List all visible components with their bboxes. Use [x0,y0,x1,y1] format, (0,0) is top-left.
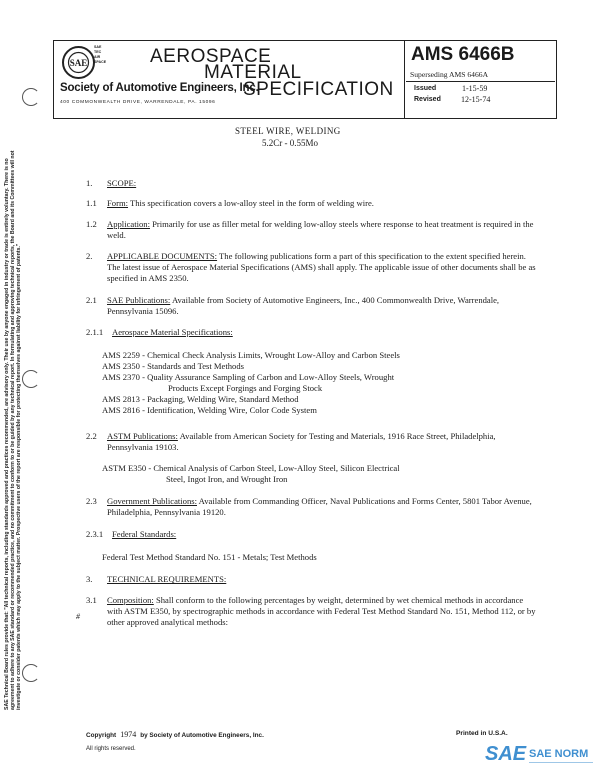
list-item: AMS 2350 - Standards and Test Methods [102,361,244,371]
copyright-prefix: Copyright [86,732,117,739]
sae-logo [62,46,95,79]
title-material: MATERIAL [204,62,302,83]
sae-disclaimer: SAE Technical Board rules provide that: "All technical reports, including standards approved and practices recommended, are advisory only. Their use by anyone engaged in industry or trade is entirely voluntary. There is no agreement to adhere to any SAE standard or recommended practice, and no commitment to conform to or be guided by any technical report. In formulating and approving technical reports, the Board and its Committees will not investigate or consider patents which may apply to the subject matter. Prospective users of the report are responsible for protecting themselves against liability for infringement of patents." [4,150,23,710]
punch-hole-mark [22,664,40,682]
section-heading: APPLICABLE DOCUMENTS: [107,251,218,261]
issued-date: 1-15-59 [462,84,488,93]
logo-caption-line: SPACE [94,60,107,64]
section-number: 3. [86,574,93,584]
federal-standard: Federal Test Method Standard No. 151 - Metals; Test Methods [102,552,317,562]
title-aerospace: AEROSPACE [150,46,272,67]
organization-address: 400 COMMONWEALTH DRIVE, WARRENDALE, PA. 15096 [60,100,216,105]
copyright-holder: by Society of Automotive Engineers, Inc. [140,732,264,739]
section-text: Available from Society of Automotive Engineers, Inc., 400 Commonwealth Drive, Warrendale, Pennsylvania 15096. [107,295,500,316]
section-number: 1. [86,178,93,188]
revised-date: 12-15-74 [461,95,491,104]
section-text: Available from American Society for Testing and Materials, 1916 Race Street, Philadelphia, Pennsylvania 19103. [107,431,496,452]
section-heading: Composition: [107,595,154,605]
section-paragraph [107,595,537,628]
issued-label: Issued [414,85,437,92]
organization-name: Society of Automotive Engineers, Inc. [60,82,259,94]
section-paragraph [107,219,537,241]
watermark-label: SAE NORM [529,748,589,760]
section-number: 2.3 [86,496,97,506]
section-number: 1.2 [86,219,97,229]
section-number: 2.2 [86,431,97,441]
section-heading: Aerospace Material Specifications: [112,327,233,337]
section-heading: Form: [107,198,129,208]
document-subtitle: 5.2Cr - 0.55Mo [262,138,318,148]
header-divider [404,40,405,118]
revised-label: Revised [414,96,441,103]
section-number: 3.1 [86,595,97,605]
divider [406,81,555,82]
document-title: STEEL WIRE, WELDING [235,126,341,136]
section-number: 2. [86,251,93,261]
copyright-line [86,730,264,739]
watermark-logo [485,740,597,775]
section-text: Available from Commanding Officer, Naval Publications and Forms Center, 5801 Tabor Avenue, Philadelphia, Pennsylvania 19120. [107,496,532,517]
svg-text:SAE: SAE [69,58,88,68]
punch-hole-mark [22,370,40,388]
section-number: 2.1.1 [86,327,104,337]
section-text: This specification covers a low-alloy steel in the form of welding wire. [128,198,374,208]
astm-reference-cont: Steel, Ingot Iron, and Wrought Iron [166,474,288,484]
section-heading: TECHNICAL REQUIREMENTS: [107,574,227,584]
copyright-year: 1974 [120,730,137,739]
section-number: 2.1 [86,295,97,305]
section-number: 2.3.1 [86,529,104,539]
section-text: Primarily for use as filler metal for welding low-alloy steels where response to heat treatment is required in the weld. [107,219,534,240]
logo-caption-line: AIR [94,55,101,59]
logo-caption-line: SAE [94,45,102,49]
list-item: AMS 2370 - Quality Assurance Sampling of Carbon and Low-Alloy Steels, Wrought [102,372,395,382]
list-item: Products Except Forgings and Forging Stock [168,383,323,393]
list-item: AMS 2813 - Packaging, Welding Wire, Standard Method [102,394,299,404]
section-number: 1.1 [86,198,97,208]
section-heading: SAE Publications: [107,295,171,305]
spec-number: AMS 6466B [411,44,515,65]
sae-logo-mark [64,48,93,77]
section-paragraph [107,431,537,453]
section-heading: Application: [107,219,150,229]
section-text: The following publications form a part of this specification to the extent specified herein. The latest issue of Aerospace Material Specifications (AMS) shall apply. The applicable issue of other documents shall be as specified in AMS 2350. [107,251,536,283]
section-heading: ASTM Publications: [107,431,178,441]
astm-reference: ASTM E350 - Chemical Analysis of Carbon Steel, Low-Alloy Steel, Silicon Electrical [102,463,400,473]
supersedes-note: Superseding AMS 6466A [410,70,489,79]
section-paragraph [107,496,537,518]
printed-in: Printed in U.S.A. [456,730,508,737]
watermark-sae-mark: SAE [485,743,527,765]
logo-caption-line: TEC [94,50,102,54]
section-paragraph [107,198,537,209]
rights-reserved: All rights reserved. [86,746,136,752]
punch-hole-mark [22,88,40,106]
section-heading: Federal Standards: [112,529,177,539]
revision-mark: # [76,612,80,621]
section-heading: SCOPE: [107,178,137,188]
list-item: AMS 2816 - Identification, Welding Wire, Color Code System [102,405,317,415]
watermark-graphic [485,740,597,770]
section-paragraph [107,251,537,284]
section-paragraph [107,295,537,317]
title-specification: SPECIFICATION [243,79,394,100]
list-item: AMS 2259 - Chemical Check Analysis Limits, Wrought Low-Alloy and Carbon Steels [102,350,400,360]
section-heading: Government Publications: [107,496,197,506]
ams-list [102,350,400,416]
section-text: Shall conform to the following percentages by weight, determined by wet chemical methods in accordance with ASTM E350, by spectrographic methods in accordance with Federal Test Method Standard No. 151, Method 112, or by other approved analytical methods: [107,595,536,627]
logo-caption [94,45,118,65]
